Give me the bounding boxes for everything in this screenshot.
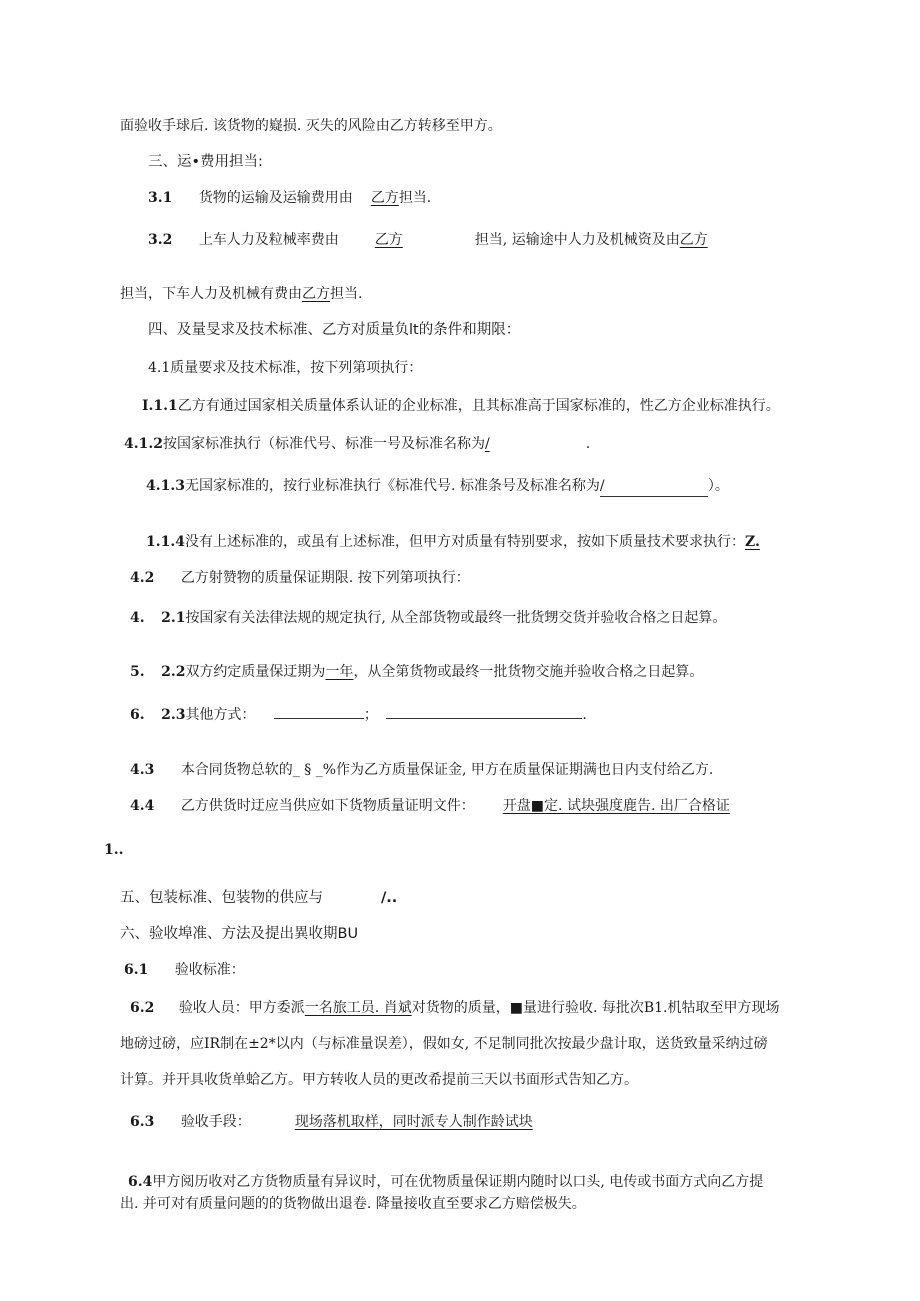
clause-6-4-continued: 出. 并可对有质量问题的的货物做出退卷. 降量接收直至要求乙方赔偿极失。 (120, 1196, 586, 1212)
section-3-heading: 三、运•费用担当: (148, 154, 263, 170)
other-method-blank-1 (274, 704, 364, 719)
clause-4-1: 4.1质量要求及技术标准，按下列第项执行： (148, 360, 423, 376)
clause-6-4: 6.4甲方阅历收对乙方货物质量有异议时，可在优物质量保证期内随时以口头, 电传或书面方式向乙方提 (128, 1174, 764, 1190)
clause-3-2: 3.2 上车人力及粒械率费由 乙方 担当, 运输途中人力及机械资及由乙方 (148, 232, 708, 248)
clause-4-2-2: 5. 2.2双方约定质量保迂期为一年，从全第货物或最终一批货物交施并验收合格之日起算。 (130, 664, 704, 680)
clause-6-2-line-2: 地磅过磅，应IR制在±2*以内（与标准量误差），假如女, 不足制同批次按最少盘计取，送货致量采纳过磅 (120, 1036, 768, 1052)
section-6-heading: 六、验收埠准、方法及提出異收期BU (120, 926, 359, 942)
clause-4-4: 4.4 乙方供货时迂应当供应如下货物质量证明文件： 开盘■定. 试块强度鹿告. 出厂合格证 (130, 798, 730, 814)
section-4-heading: 四、及量旻求及技术标准、乙方对质量负lt的条件和期限： (148, 322, 521, 338)
clause-6-3: 6.3 验收手段： 现场落机取样，同时派专人制作龄试块 (130, 1114, 533, 1130)
clause-6-1: 6.1 验收标准： (124, 962, 245, 978)
clause-4-2-3: 6. 2.3其他方式： ； . (130, 704, 587, 725)
clause-6-2: 6.2 验收人员：甲方委派一名旅工员. 肖斌对货物的质量，■量进行验收. 每批次B1.机牯取至甲方现场 (130, 1000, 780, 1016)
other-method-blank-2 (386, 704, 582, 719)
clause-4-2: 4.2 乙方射赞物的质量保证期限. 按下列第项执行： (130, 570, 470, 586)
paragraph-risk-transfer: 面验收手球后. 该货物的嶷损. 灭失的风险由乙方转移至甲方。 (120, 118, 502, 134)
clause-4-4-continued: 1.. (104, 842, 124, 858)
clause-4-1-4: 1.1.4没有上述标准的，或虽有上述标准，但甲方对质量有特别要求，按如下质量技术要求执行：Z. (146, 534, 760, 550)
section-5-heading: 五、包装标准、包装物的供应与 /.. (120, 890, 398, 906)
clause-4-2-1: 4. 2.1按国家有关法律法规的规定执行, 从全部货物或最终一批货甥交货并验收合格之日起算。 (130, 610, 727, 626)
clause-4-1-3: 4.1.3无国家标准的，按行业标准执行《标准代号. 标准条号及标准名称为/ ）。 (146, 476, 729, 497)
clause-4-1-1: I.1.1乙方有通过国家相关质量体系认证的企业标准，且其标准高于国家标准的，性乙方企业标准执行。 (142, 398, 780, 414)
clause-3-1: 3.1 货物的运输及运输费用由 乙方担当. (148, 190, 432, 206)
clause-3-2-continued: 担当，下车人力及机械有费由乙方担当. (120, 286, 363, 302)
clause-6-2-line-3: 计算。并开具收货单蛤乙方。甲方转收人员的更改希提前三天以书面形式告知乙方。 (120, 1072, 638, 1088)
clause-4-1-2: 4.1.2按国家标准执行（标准代号、标准一号及标准名称为/ . (124, 436, 591, 452)
clause-4-3: 4.3 本合同货物总软的_ § _%作为乙方质量保证金, 甲方在质量保证期满也日内支付给乙方. (130, 762, 714, 778)
